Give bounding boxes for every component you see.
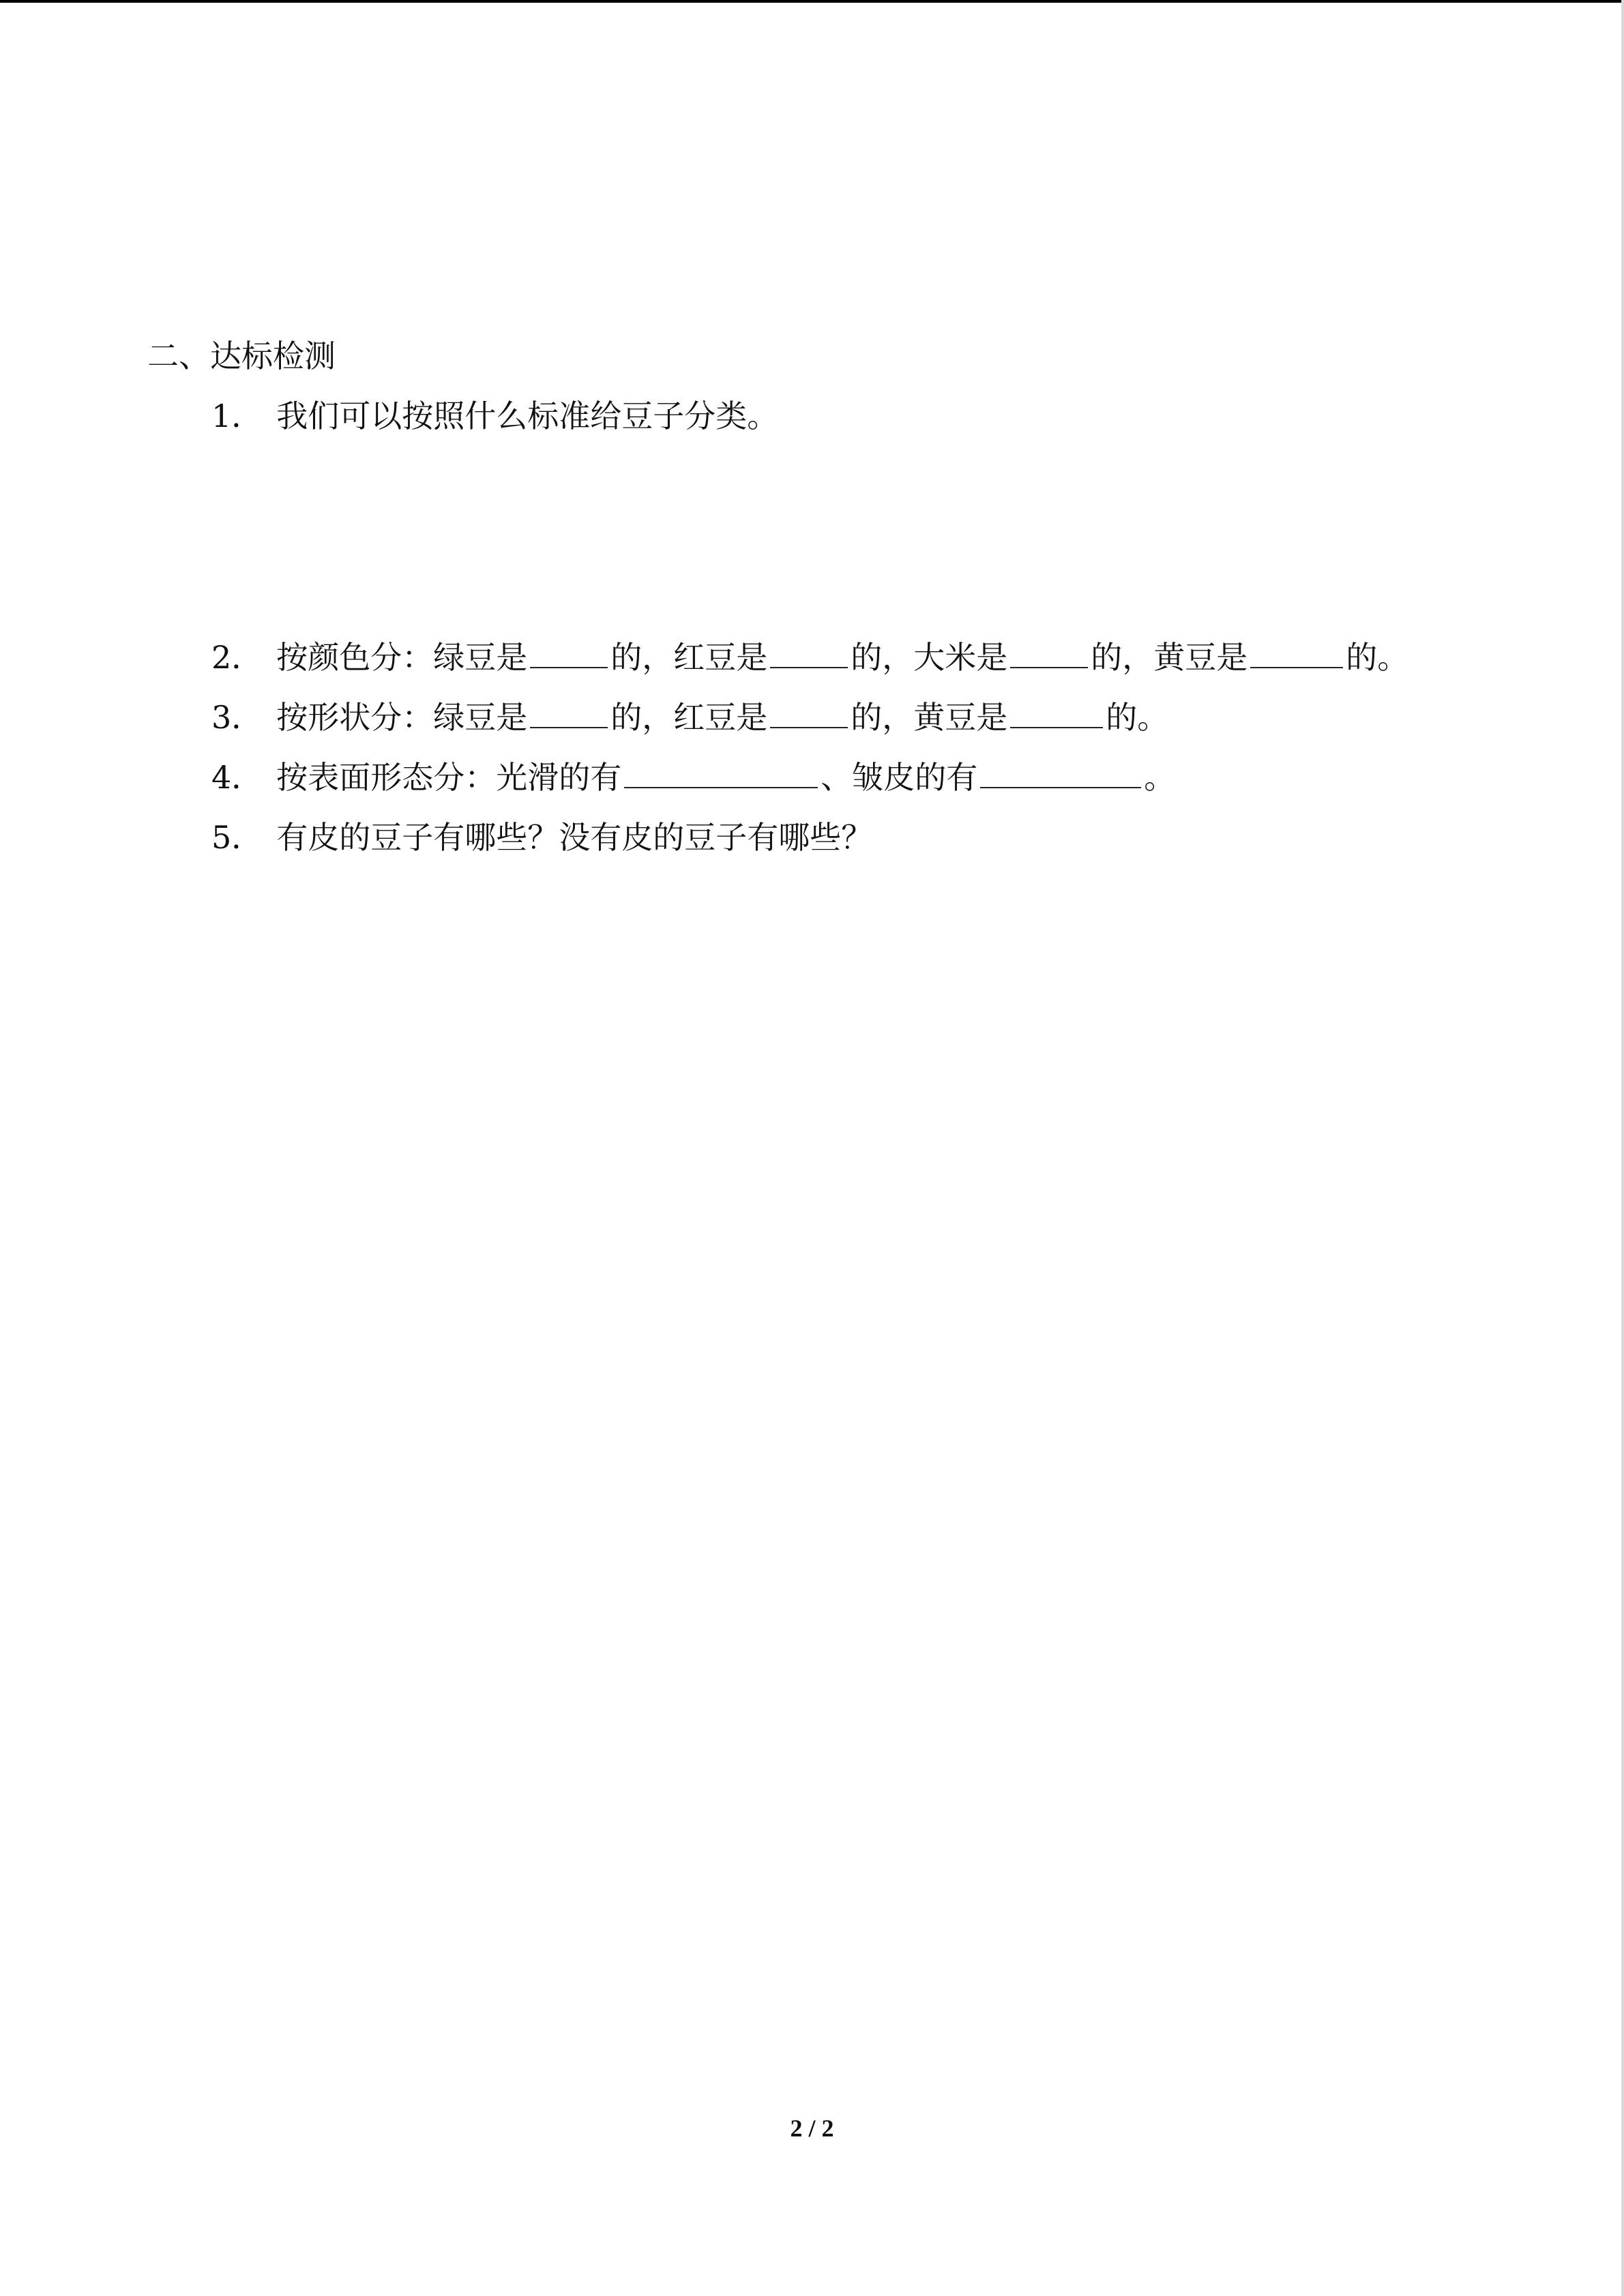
question-2 xyxy=(211,636,1408,678)
fill-in-blank[interactable] xyxy=(770,696,848,728)
question-text-part: 按表面形态分：光滑的有 xyxy=(276,759,622,796)
question-text-part: 的，大米是 xyxy=(851,639,1008,676)
fill-in-blank[interactable] xyxy=(980,756,1141,788)
fill-in-blank[interactable] xyxy=(530,636,608,668)
question-4 xyxy=(211,756,1175,798)
page-number: 2 / 2 xyxy=(790,2115,834,2142)
question-text-part: 的。 xyxy=(1106,699,1169,736)
question-text: 有皮的豆子有哪些？没有皮的豆子有哪些？ xyxy=(276,819,873,856)
question-text-part: 按颜色分：绿豆是 xyxy=(276,639,528,676)
section-heading: 二、达标检测 xyxy=(147,338,336,374)
question-number: 2． xyxy=(211,639,263,676)
question-text-part: 、皱皮的有 xyxy=(821,759,978,796)
question-number: 3． xyxy=(211,699,263,736)
question-text-part: 的，黄豆是 xyxy=(1091,639,1248,676)
fill-in-blank[interactable] xyxy=(1250,636,1343,668)
fill-in-blank[interactable] xyxy=(1010,696,1103,728)
question-3 xyxy=(211,696,1168,738)
question-text-part: 的。 xyxy=(1346,639,1409,676)
question-text-part: 的，红豆是 xyxy=(610,699,768,736)
question-5 xyxy=(211,817,872,858)
fill-in-blank[interactable] xyxy=(1010,636,1088,668)
fill-in-blank[interactable] xyxy=(530,696,608,728)
fill-in-blank[interactable] xyxy=(770,636,848,668)
question-number: 1． xyxy=(211,398,263,434)
question-text-part: 按形状分：绿豆是 xyxy=(276,699,528,736)
top-border-line xyxy=(0,0,1624,3)
question-text-part: 的，红豆是 xyxy=(610,639,768,676)
question-text-part: 。 xyxy=(1144,759,1176,796)
question-number: 5． xyxy=(211,819,263,856)
question-1 xyxy=(211,396,778,436)
right-border-line xyxy=(1621,0,1624,2296)
fill-in-blank[interactable] xyxy=(624,756,818,788)
question-number: 4． xyxy=(211,759,263,796)
question-text: 我们可以按照什么标准给豆子分类。 xyxy=(276,398,779,434)
question-text-part: 的，黄豆是 xyxy=(851,699,1008,736)
